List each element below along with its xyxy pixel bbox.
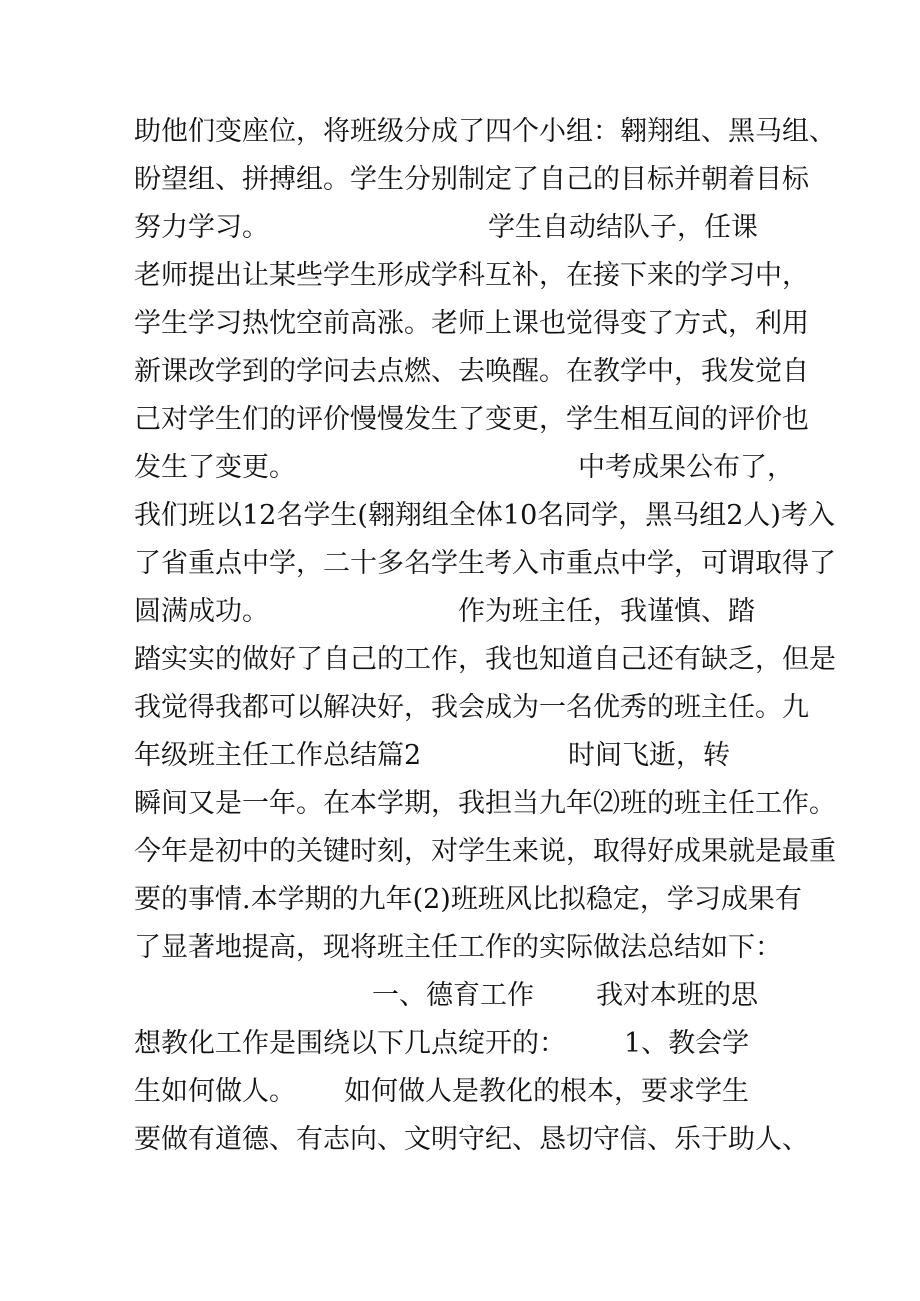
text-line: 了省重点中学，二十多名学生考入市重点中学，可谓取得了 xyxy=(134,548,836,579)
text-line: 瞬间又是一年。在本学期，我担当九年⑵班的班主任工作。 xyxy=(134,788,836,819)
text-line: 新课改学到的学问去点燃、去唤醒。在教学中，我发觉自 xyxy=(134,356,809,387)
text-line: 作为班主任，我谨慎、踏 xyxy=(458,596,755,627)
text-line: 我们班以12名学生(翱翔组全体10名同学，黑马组2人)考入 xyxy=(134,500,835,531)
text-line: 圆满成功。 xyxy=(134,596,269,627)
text-line: 想教化工作是围绕以下几点绽开的： xyxy=(134,1028,566,1059)
text-line: 1、教会学 xyxy=(624,1028,750,1059)
text-line: 踏实实的做好了自己的工作，我也知道自己还有缺乏，但是 xyxy=(134,644,836,675)
text-line: 努力学习。 xyxy=(134,212,269,243)
text-line: 要做有道德、有志向、文明守纪、恳切守信、乐于助人、 xyxy=(134,1124,809,1155)
text-line: 一、德育工作 xyxy=(372,980,534,1011)
text-line: 己对学生们的评价慢慢发生了变更，学生相互间的评价也 xyxy=(134,404,809,435)
text-line: 我对本班的思 xyxy=(596,980,758,1011)
text-line: 要的事情.本学期的九年(2)班班风比拟稳定，学习成果有 xyxy=(134,884,802,915)
text-line: 盼望组、拼搏组。学生分别制定了自己的目标并朝着目标 xyxy=(134,164,809,195)
text-line: 老师提出让某些学生形成学科互补，在接下来的学习中， xyxy=(134,260,809,291)
text-line: 时间飞逝，转 xyxy=(568,740,730,771)
text-line: 中考成果公布了， xyxy=(578,452,794,483)
text-line: 了显著地提高，现将班主任工作的实际做法总结如下： xyxy=(134,932,782,963)
text-line: 今年是初中的关键时刻，对学生来说，取得好成果就是最重 xyxy=(134,836,836,867)
text-line: 年级班主任工作总结篇2 xyxy=(134,740,422,771)
text-line: 学生自动结队子，任课 xyxy=(488,212,758,243)
text-line: 生如何做人。 xyxy=(134,1076,296,1107)
text-line: 如何做人是教化的根本，要求学生 xyxy=(344,1076,749,1107)
text-line: 助他们变座位，将班级分成了四个小组：翱翔组、黑马组、 xyxy=(134,116,836,147)
text-line: 发生了变更。 xyxy=(134,452,296,483)
text-line: 学生学习热忱空前高涨。老师上课也觉得变了方式，利用 xyxy=(134,308,809,339)
text-line: 我觉得我都可以解决好，我会成为一名优秀的班主任。九 xyxy=(134,692,809,723)
